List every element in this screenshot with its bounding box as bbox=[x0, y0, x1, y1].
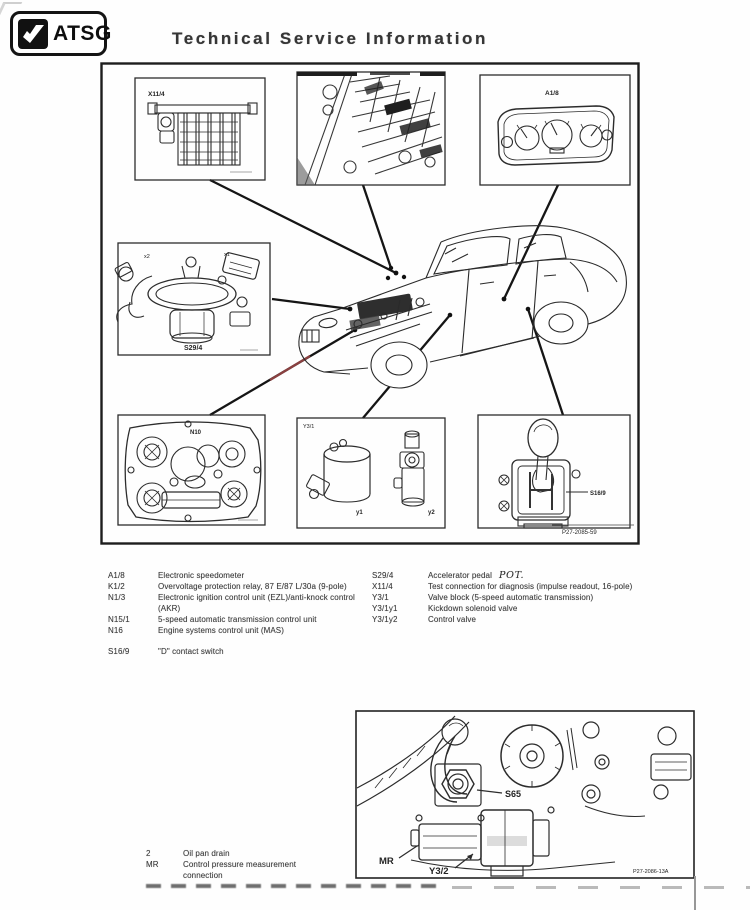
legend-row bbox=[108, 593, 370, 614]
legend-desc: Engine systems control unit (MAS) bbox=[158, 625, 285, 635]
legend-code: X11/4 bbox=[372, 582, 393, 591]
legend-desc: Control pressure measurement connection bbox=[183, 860, 297, 880]
throttle-label: S29/4 bbox=[184, 345, 203, 352]
connector-label: X11/4 bbox=[148, 91, 165, 98]
legend-code: N1/3 bbox=[108, 593, 126, 602]
legend-code: 2 bbox=[146, 849, 151, 858]
legend-code: S16/9 bbox=[108, 647, 130, 656]
legend-desc: Control valve bbox=[428, 615, 476, 624]
component-location-diagram bbox=[100, 62, 640, 545]
main-diagram-caption: P27-2085-59 bbox=[562, 530, 597, 536]
legend-code: N16 bbox=[108, 625, 123, 635]
gear-selector-box bbox=[478, 415, 630, 528]
legend-desc: Oil pan drain bbox=[183, 849, 230, 858]
solenoid-valves-box bbox=[297, 418, 445, 528]
legend-row bbox=[108, 582, 370, 593]
legend-row bbox=[372, 571, 640, 582]
atsg-check-icon bbox=[18, 19, 48, 49]
legend-code: K1/2 bbox=[108, 582, 125, 591]
scan-artifact-page-edge bbox=[694, 876, 696, 910]
legend-code: N15/1 bbox=[108, 614, 130, 624]
legend-desc: Electronic speedometer bbox=[158, 571, 245, 580]
throttle-x2-label: x2 bbox=[144, 254, 150, 260]
legend-desc-text: Accelerator pedal bbox=[428, 571, 492, 580]
legend-row bbox=[372, 604, 640, 615]
scan-artifact-dashes bbox=[452, 886, 750, 889]
throttle-box bbox=[114, 243, 270, 355]
legend-code: MR bbox=[146, 860, 159, 869]
valve-block-label: Y3/1 bbox=[303, 424, 315, 430]
legend-code: Y3/1 bbox=[372, 593, 389, 602]
legend-row bbox=[108, 626, 370, 637]
engine-bay-box bbox=[297, 72, 445, 185]
legend-desc: Valve block (5-speed automatic transmission) bbox=[428, 593, 594, 602]
scan-artifact-cutoff-text bbox=[146, 884, 442, 888]
cluster-label: A1/8 bbox=[545, 90, 559, 97]
legend-desc: "D" contact switch bbox=[158, 647, 224, 656]
legend-row bbox=[372, 593, 640, 604]
legend-code: A1/8 bbox=[108, 571, 125, 580]
s65-label: S65 bbox=[505, 789, 522, 799]
transmission-label: N10 bbox=[190, 430, 202, 436]
throttle-x1-label: x1 bbox=[224, 252, 230, 258]
legend-left-column bbox=[108, 571, 370, 658]
legend-row bbox=[146, 860, 356, 881]
page-title: Technical Service Information bbox=[172, 29, 488, 48]
legend-row bbox=[372, 615, 640, 626]
shifter-label: S16/9 bbox=[590, 491, 606, 497]
legend-row bbox=[108, 571, 370, 582]
legend-row bbox=[108, 615, 370, 626]
atsg-logo bbox=[10, 11, 112, 56]
valve-y2-label: y2 bbox=[428, 510, 435, 516]
handwritten-note: POT. bbox=[498, 570, 525, 581]
legend-bottom-column bbox=[146, 849, 356, 882]
legend-row bbox=[146, 849, 356, 860]
legend-right-column bbox=[372, 571, 640, 626]
legend-desc: Electronic ignition control unit (EZL)/anti-knock control (AKR) bbox=[158, 593, 355, 613]
legend-row bbox=[108, 647, 370, 658]
bottom-diagram-caption: P27-2086-13A bbox=[633, 869, 669, 875]
logo-text: ATSG bbox=[53, 21, 112, 45]
legend-desc: Test connection for diagnosis (impulse readout, 16-pole) bbox=[428, 582, 633, 591]
legend-desc: Kickdown solenoid valve bbox=[428, 604, 518, 613]
y32-label: Y3/2 bbox=[429, 866, 449, 877]
engine-side-view-diagram bbox=[355, 710, 695, 880]
legend-code: Y3/1y2 bbox=[372, 615, 398, 624]
legend-row bbox=[372, 582, 640, 593]
valve-y1-label: y1 bbox=[356, 510, 363, 516]
legend-desc: 5-speed automatic transmission control unit bbox=[158, 614, 317, 624]
legend-code: Y3/1y1 bbox=[372, 604, 398, 613]
legend-desc: Overvoltage protection relay, 87 E/87 L/30a (9-pole) bbox=[158, 582, 347, 591]
legend-code: S29/4 bbox=[372, 571, 394, 580]
mr-label: MR bbox=[379, 856, 394, 867]
legend-desc bbox=[428, 571, 633, 582]
